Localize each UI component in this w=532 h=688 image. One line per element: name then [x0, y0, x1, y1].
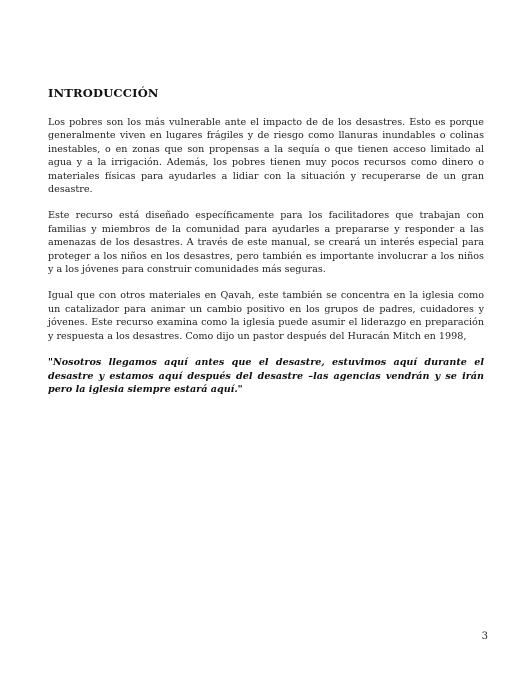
- pastor-quote: "Nosotros llegamos aquí antes que el desastre, estuvimos aquí durante el desastre y estamos aquí después del desastre –las agencias vendrán y se irán pero la iglesia siempre estará aquí.": [48, 357, 484, 395]
- paragraph-2: Este recurso está diseñado específicamente para los facilitadores que trabajan con familias y miembros de la comunidad para ayudarles a prepararse y responder a las amenazas de los desastres. A través de este manual, se creará un interés especial para proteger a los niños en los desastres, pero también es importante involucrar a los niños y a los jóvenes para construir comunidades más seguras.: [48, 210, 484, 276]
- paragraph-1: Los pobres son los más vulnerable ante el impacto de de los desastres. Esto es porque generalmente viven en lugares frágiles y de riesgo como llanuras inundables o colinas inestables, o en zonas que son propensas a la sequía o que tienen acceso limitado al agua y a la irrigación. Además, los pobres tienen muy pocos recursos como dinero o materiales físicas para ayudarles a lidiar con la situación y recuperarse de un gran desastre.: [48, 117, 484, 196]
- page-number: 3: [481, 631, 488, 642]
- section-heading: INTRODUCCIÓN: [48, 86, 159, 100]
- paragraph-3: Igual que con otros materiales en Qavah, este también se concentra en la iglesia como un catalizador para animar un cambio positivo en los grupos de padres, cuidadores y jóvenes. Este recurso examina como la iglesia puede asumir el liderazgo en preparación y respuesta a los desastres. Como dijo un pastor después del Huracán Mitch en 1998,: [48, 290, 484, 342]
- page-content: [48, 86, 484, 396]
